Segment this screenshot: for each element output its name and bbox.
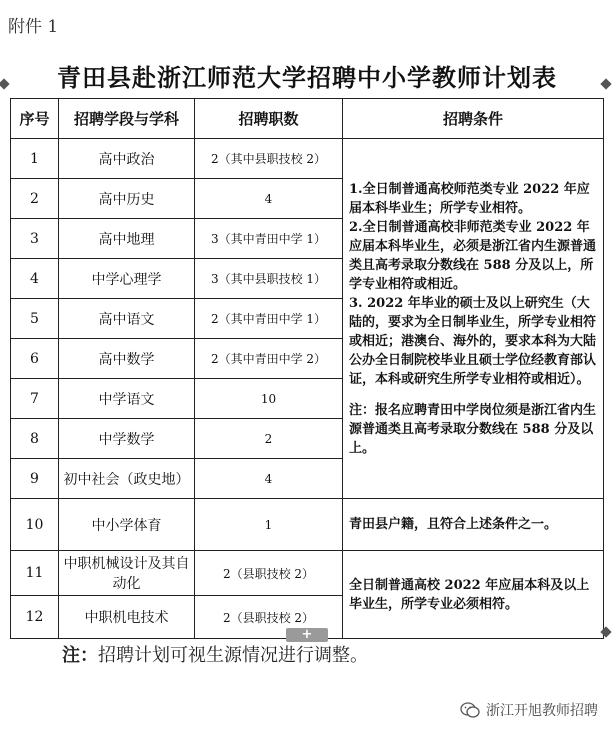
row-count: 10 <box>195 379 343 419</box>
footnote-text: 招聘计划可视生源情况进行调整。 <box>98 645 368 666</box>
condition-note: 注：报名应聘青田中学岗位须是浙江省内生源普通类且高考录取分数线在 588 分及以上。 <box>349 402 597 456</box>
footnote-label: 注： <box>62 645 98 666</box>
watermark-text: 浙江开旭教师招聘 <box>486 703 598 719</box>
recruitment-table <box>10 98 604 639</box>
row-no: 8 <box>11 419 59 459</box>
header-count: 招聘职数 <box>195 99 343 139</box>
row-no: 5 <box>11 299 59 339</box>
row-no: 9 <box>11 459 59 499</box>
row-no: 6 <box>11 339 59 379</box>
row-count: 1 <box>195 499 343 551</box>
header-no: 序号 <box>11 99 59 139</box>
condition-paragraph: 2.全日制普通高校非师范类专业 2022 年应届本科毕业生，必须是浙江省内生源普通类且高考录取分数线在 588 分及以上，所学专业相符或相近。 <box>349 219 597 292</box>
table-header-row <box>11 99 604 139</box>
row-count: 3（其中县职技校 1） <box>195 259 343 299</box>
table-row <box>11 551 604 596</box>
row-subject: 中职机械设计及其自动化 <box>59 551 195 596</box>
row-no: 7 <box>11 379 59 419</box>
row-no: 2 <box>11 179 59 219</box>
row-subject: 高中政治 <box>59 139 195 179</box>
row-subject: 中学心理学 <box>59 259 195 299</box>
table-row <box>11 499 604 551</box>
row-subject: 初中社会（政史地） <box>59 459 195 499</box>
row-count: 2 <box>195 419 343 459</box>
row-subject: 高中历史 <box>59 179 195 219</box>
row-count: 2（县职技校 2） <box>195 551 343 596</box>
row-no: 4 <box>11 259 59 299</box>
conditions-group-2: 青田县户籍，且符合上述条件之一。 <box>343 499 604 551</box>
row-count: 4 <box>195 459 343 499</box>
row-no: 3 <box>11 219 59 259</box>
row-no: 11 <box>11 551 59 596</box>
row-subject: 中学数学 <box>59 419 195 459</box>
row-count: 2（县职技校 2） <box>195 596 343 639</box>
row-no: 12 <box>11 596 59 639</box>
attachment-label: 附件 1 <box>8 17 59 37</box>
row-subject: 中小学体育 <box>59 499 195 551</box>
footnote <box>62 641 368 667</box>
row-subject: 中学语文 <box>59 379 195 419</box>
watermark <box>460 700 598 720</box>
row-no: 1 <box>11 139 59 179</box>
row-count: 2（其中县职技校 2） <box>195 139 343 179</box>
row-no: 10 <box>11 499 59 551</box>
row-subject: 高中地理 <box>59 219 195 259</box>
condition-paragraph: 3. 2022 年毕业的硕士及以上研究生（大陆的，要求为全日制毕业生，所学专业相符或相近；港澳台、海外的，要求本科为大陆公办全日制院校毕业且硕士学位经教育部认证，本科或研究生所学专业相符或相近）。 <box>349 295 597 387</box>
row-subject: 高中语文 <box>59 299 195 339</box>
row-count: 4 <box>195 179 343 219</box>
row-count: 2（其中青田中学 2） <box>195 339 343 379</box>
wechat-icon <box>460 701 480 719</box>
condition-paragraph: 1.全日制普通高校师范类专业 2022 年应届本科毕业生；所学专业相符。 <box>349 181 590 216</box>
row-count: 3（其中青田中学 1） <box>195 219 343 259</box>
conditions-group-1 <box>343 139 604 499</box>
row-count: 2（其中青田中学 1） <box>195 299 343 339</box>
row-subject: 中职机电技术 <box>59 596 195 639</box>
header-conditions: 招聘条件 <box>343 99 604 139</box>
table-row <box>11 139 604 179</box>
row-subject: 高中数学 <box>59 339 195 379</box>
add-row-button-icon[interactable]: + <box>286 628 328 642</box>
conditions-group-3: 全日制普通高校 2022 年应届本科及以上毕业生，所学专业必须相符。 <box>343 551 604 639</box>
page-title: 青田县赴浙江师范大学招聘中小学教师计划表 <box>57 63 557 92</box>
header-subject: 招聘学段与学科 <box>59 99 195 139</box>
